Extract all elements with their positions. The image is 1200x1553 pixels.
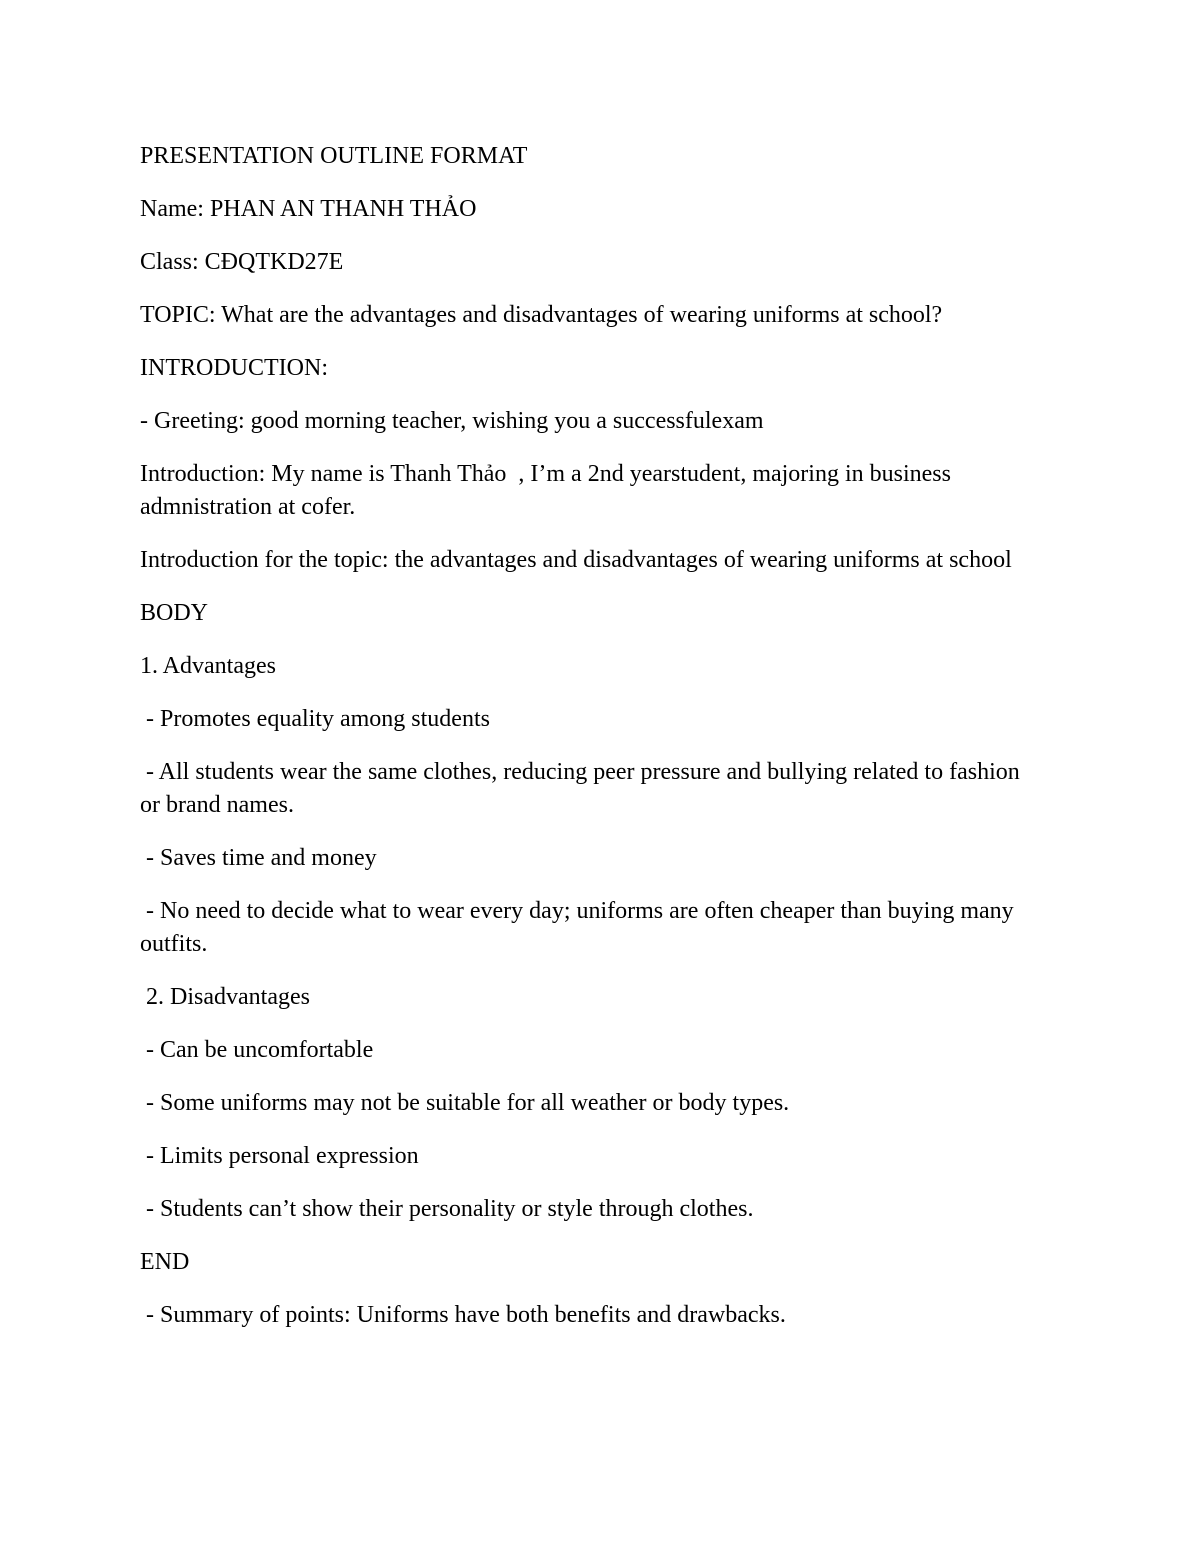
disadvantages-heading: 2. Disadvantages bbox=[140, 984, 310, 1010]
document-title: PRESENTATION OUTLINE FORMAT bbox=[140, 143, 528, 169]
disadvantage-detail-comfort: - Some uniforms may not be suitable for all weather or body types. bbox=[140, 1090, 790, 1116]
disadvantage-detail-expression: - Students can’t show their personality or style through clothes. bbox=[140, 1196, 754, 1222]
introduction-heading: INTRODUCTION: bbox=[140, 355, 328, 381]
end-heading: END bbox=[140, 1249, 190, 1275]
advantages-heading: 1. Advantages bbox=[140, 653, 276, 679]
advantage-point-savings: - Saves time and money bbox=[140, 845, 377, 871]
disadvantage-point-expression: - Limits personal expression bbox=[140, 1143, 419, 1169]
advantage-point-equality: - Promotes equality among students bbox=[140, 706, 490, 732]
disadvantage-point-comfort: - Can be uncomfortable bbox=[140, 1037, 374, 1063]
class-line: Class: CĐQTKD27E bbox=[140, 249, 344, 275]
body-heading: BODY bbox=[140, 600, 209, 626]
name-line: Name: PHAN AN THANH THẢO bbox=[140, 196, 477, 222]
topic-introduction: Introduction for the topic: the advantages and disadvantages of wearing uniforms at school bbox=[140, 547, 1012, 573]
advantage-detail-savings: - No need to decide what to wear every day; uniforms are often cheaper than buying many outfits. bbox=[140, 898, 1020, 957]
self-introduction: Introduction: My name is Thanh Thảo , I’m a 2nd yearstudent, majoring in business admnistration at cofer. bbox=[140, 461, 957, 520]
end-summary: - Summary of points: Uniforms have both benefits and drawbacks. bbox=[140, 1302, 786, 1328]
greeting-line: - Greeting: good morning teacher, wishing you a successfulexam bbox=[140, 408, 764, 434]
topic-line: TOPIC: What are the advantages and disadvantages of wearing uniforms at school? bbox=[140, 302, 943, 328]
advantage-detail-equality: - All students wear the same clothes, reducing peer pressure and bullying related to fashion or brand names. bbox=[140, 759, 1026, 818]
document-page bbox=[140, 140, 1026, 1352]
